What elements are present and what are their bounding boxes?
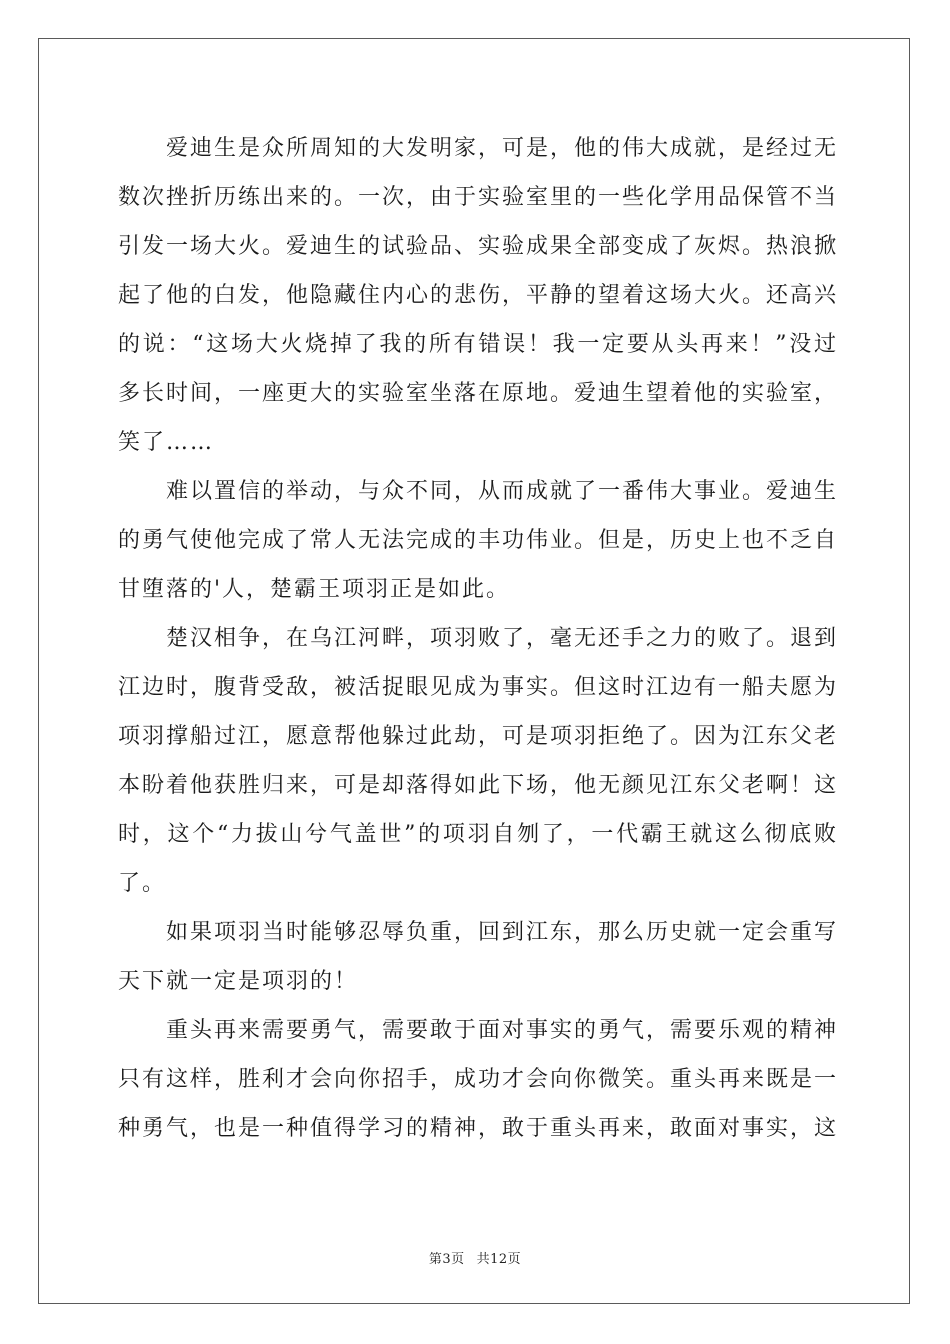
page-number: 第3页 xyxy=(428,1252,465,1267)
page-footer xyxy=(0,1248,950,1267)
paragraph: 难以置信的举动，与众不同，从而成就了一番伟大事业。爱迪生的勇气使他完成了常人无法完成的丰功伟业。但是，历史上也不乏自甘堕落的'人，楚霸王项羽正是如此。 xyxy=(118,479,839,602)
page-total: 共12页 xyxy=(476,1252,522,1267)
document-body xyxy=(118,124,838,1153)
paragraph: 楚汉相争，在乌江河畔，项羽败了，毫无还手之力的败了。退到江边时，腹背受敌，被活捉眼见成为事实。但这时江边有一船夫愿为项羽撑船过江，愿意帮他躲过此劫，可是项羽拒绝了。因为江东父老本盼着他获胜归来，可是却落得如此下场，他无颜见江东父老啊！这时，这个“力拔山兮气盖世”的项羽自刎了，一代霸王就这么彻底败了。 xyxy=(118,626,839,896)
paragraph: 重头再来需要勇气，需要敢于面对事实的勇气，需要乐观的精神只有这样，胜利才会向你招手，成功才会向你微笑。重头再来既是一种勇气，也是一种值得学习的精神，敢于重头再来，敢面对事实，这 xyxy=(118,1018,839,1141)
paragraph: 如果项羽当时能够忍辱负重，回到江东，那么历史就一定会重写天下就一定是项羽的！ xyxy=(118,920,839,994)
paragraph: 爱迪生是众所周知的大发明家，可是，他的伟大成就，是经过无数次挫折历练出来的。一次，由于实验室里的一些化学用品保管不当引发一场大火。爱迪生的试验品、实验成果全部变成了灰烬。热浪掀起了他的白发，他隐藏住内心的悲伤，平静的望着这场大火。还高兴的说：“这场大火烧掉了我的所有错误！我一定要从头再来！”没过多长时间，一座更大的实验室坐落在原地。爱迪生望着他的实验室，笑了…… xyxy=(118,136,839,455)
